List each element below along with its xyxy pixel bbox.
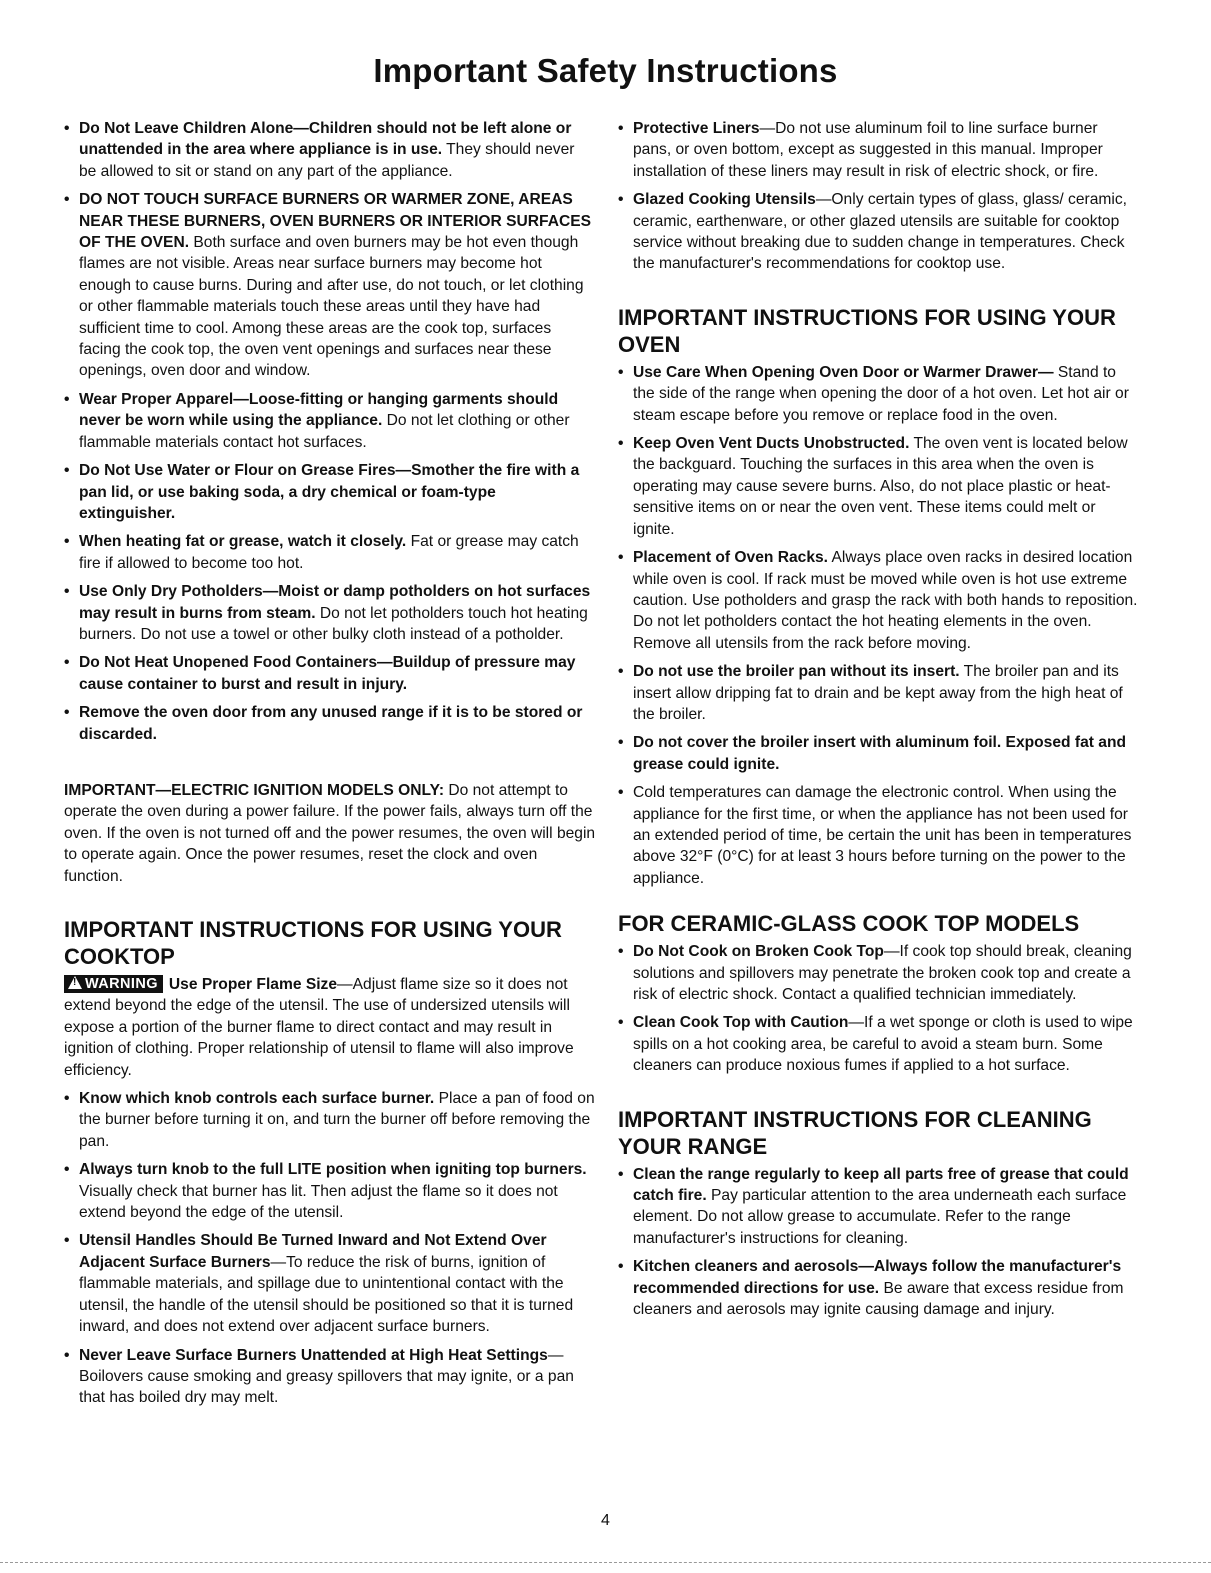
list-item	[64, 531, 596, 574]
ceramic-heading: FOR CERAMIC-GLASS COOK TOP MODELS	[618, 911, 1080, 937]
bullet-icon: •	[618, 1258, 624, 1276]
item-lead: Glazed Cooking Utensils	[633, 191, 816, 209]
item-text: Be aware that excess residue from cleaners and aerosols may ignite causing damage and injury.	[633, 1279, 1124, 1319]
spacer	[618, 1084, 1138, 1106]
list-item	[618, 782, 1138, 889]
list-item	[64, 652, 596, 695]
item-text: —Do not use aluminum foil to line surface burner pans, or oven bottom, except as suggested in this manual. Improper installation of these liners may result in risk of electric shock, or fire.	[633, 120, 1103, 180]
item-lead: When heating fat or grease, watch it closely.	[79, 533, 407, 551]
warning-text: —Adjust flame size so it does not extend beyond the edge of the utensil. The use of undersized utensils will expose a portion of the burner flame to direct contact and may result in ignition of clothing. Proper relationship of utensil to flame will also improve efficiency.	[64, 976, 574, 1079]
bullet-icon: •	[64, 704, 70, 722]
bullet-icon: •	[64, 1346, 70, 1364]
bullet-icon: •	[618, 435, 624, 453]
bullet-icon: •	[618, 784, 624, 802]
right-column	[618, 118, 1138, 1327]
list-item	[618, 1164, 1138, 1250]
note-text: Do not attempt to operate the oven during a power failure. If the power fails, always turn off the oven. If the oven is not turned off and the power resumes, the oven will begin to operate again. Once the power resumes, reset the clock and oven function.	[64, 781, 596, 885]
bottom-divider	[0, 1562, 1211, 1563]
item-lead: Do not cover the broiler insert with aluminum foil. Exposed fat and grease could ignite.	[633, 734, 1126, 773]
item-lead: Do Not Cook on Broken Cook Top	[633, 943, 884, 961]
list-item	[618, 118, 1138, 182]
item-lead: Use Care When Opening Oven Door or Warmer Drawer—	[633, 363, 1054, 381]
item-text: Both surface and oven burners may be hot even though flames are not visible. Areas near surface burners may become hot enough to cause burns. During and after use, do not touch, or let clothing or other flammable materials touch these areas until they have had sufficient time to cool. Among these areas are the cook top, surfaces facing the cook top, the oven vent openings and surfaces near these openings, oven door and window.	[79, 234, 584, 380]
list-item	[618, 1256, 1138, 1320]
list-item	[618, 189, 1138, 275]
item-lead: Do Not Leave Children Alone—Children should not be left alone or unattended in the area where appliance is in use.	[79, 120, 572, 159]
bullet-icon: •	[64, 390, 70, 408]
list-item	[618, 433, 1138, 540]
item-text: Cold temperatures can damage the electronic control. When using the appliance for the first time, or when the appliance has not been used for an extended period of time, be certain the unit has been in temperatures above 32°F (0°C) for at least 3 hours before turning on the power to the appliance.	[633, 784, 1132, 887]
item-text: The oven vent is located below the backguard. Touching the surfaces in this area when the oven is operating may cause severe burns. Also, do not place plastic or heat-sensitive items on or near the oven vent. These items could melt or ignite.	[633, 435, 1128, 538]
oven-heading: IMPORTANT INSTRUCTIONS FOR USING YOUR OVEN	[618, 304, 1116, 357]
bullet-icon: •	[64, 120, 70, 137]
bullet-icon: •	[64, 191, 70, 209]
list-item	[618, 547, 1138, 654]
item-lead: Kitchen cleaners and aerosols—Always follow the manufacturer's recommended directions for use.	[633, 1258, 1122, 1297]
spacer	[618, 282, 1138, 304]
item-lead: Protective Liners	[633, 120, 760, 137]
bullet-icon: •	[618, 549, 624, 567]
item-text: Always place oven racks in desired location while oven is cool. If rack must be moved while oven is hot use extreme caution. Use potholders and grasp the rack with both hands to reposition. Do not let potholders contact the hot heating elements in the oven. Remove all utensils from the rack before moving.	[633, 549, 1138, 652]
cooktop-heading: IMPORTANT INSTRUCTIONS FOR USING YOUR COOKTOP	[64, 917, 562, 969]
item-lead: Utensil Handles Should Be Turned Inward and Not Extend Over Adjacent Surface Burners	[79, 1232, 547, 1271]
item-text: —If cook top should break, cleaning solutions and spillovers may penetrate the broken cook top and create a risk of electric shock. Contact a qualified technician immediately.	[633, 943, 1132, 1003]
bullet-icon: •	[618, 663, 624, 681]
list-item	[618, 941, 1138, 1005]
bullet-icon: •	[64, 462, 70, 480]
item-text: Do not let clothing or other flammable materials contact hot surfaces.	[79, 412, 570, 451]
bullet-icon: •	[618, 191, 624, 209]
warning-triangle-icon	[68, 976, 82, 989]
item-text: —If a wet sponge or cloth is used to wipe spills on a hot cooking area, be careful to avoid a steam burn. Some cleaners can produce noxious fumes if applied to a hot surface.	[633, 1014, 1133, 1075]
warning-lead: Use Proper Flame Size	[168, 976, 338, 993]
list-item	[64, 1345, 596, 1409]
item-text: They should never be allowed to sit or stand on any part of the appliance.	[79, 141, 575, 180]
item-lead: Do Not Heat Unopened Food Containers—Buildup of pressure may cause container to burst and result in injury.	[79, 654, 576, 693]
bullet-icon: •	[618, 363, 624, 381]
item-text: Do not let potholders touch hot heating burners. Do not use a towel or other bulky cloth instead of a potholder.	[79, 604, 588, 643]
electric-ignition-note	[64, 780, 596, 887]
item-text: Stand to the side of the range when opening the door of a hot oven. Let hot air or steam escape before you remove or replace food in the oven.	[633, 363, 1129, 424]
item-lead: Do not use the broiler pan without its insert.	[633, 663, 960, 681]
warning-badge-label: WARNING	[85, 976, 158, 992]
bullet-icon: •	[64, 654, 70, 672]
page-number: 4	[601, 1512, 610, 1529]
list-item	[64, 581, 596, 645]
bullet-icon: •	[618, 734, 624, 752]
bullet-icon: •	[618, 1014, 624, 1032]
cleaning-heading: IMPORTANT INSTRUCTIONS FOR CLEANING YOUR RANGE	[618, 1106, 1092, 1159]
list-item	[64, 460, 596, 524]
warning-badge	[64, 975, 163, 993]
page-title: Important Safety Instructions	[373, 52, 838, 89]
item-text: Fat or grease may catch fire if allowed to become too hot.	[79, 533, 579, 572]
item-lead: Wear Proper Apparel—Loose-fitting or hanging garments should never be worn while using the appliance.	[79, 390, 559, 430]
item-lead: Keep Oven Vent Ducts Unobstructed.	[633, 435, 910, 453]
item-text: Place a pan of food on the burner before turning it on, and turn the burner off before removing the pan.	[79, 1090, 595, 1150]
item-lead: Do Not Use Water or Flour on Grease Fires—Smother the fire with a pan lid, or use baking soda, a dry chemical or foam-type extinguisher.	[79, 462, 580, 522]
spacer	[618, 896, 1138, 910]
bullet-icon: •	[618, 1165, 624, 1183]
item-lead: Use Only Dry Potholders—Moist or damp potholders on hot surfaces may result in burns from steam.	[79, 583, 591, 622]
item-text: —To reduce the risk of burns, ignition of flammable materials, and spillage due to unintentional contact with the utensil, the handle of the utensil should be positioned so that it is turned inward, and does not extend over adjacent surface burners.	[79, 1253, 574, 1336]
item-text: The broiler pan and its insert allow dripping fat to drain and be kept away from the high heat of the broiler.	[633, 663, 1123, 723]
item-lead: DO NOT TOUCH SURFACE BURNERS OR WARMER ZONE, AREAS NEAR THESE BURNERS, OVEN BURNERS OR INTERIOR SURFACES OF THE OVEN.	[79, 191, 592, 252]
list-item	[64, 118, 596, 182]
list-item	[64, 1230, 596, 1337]
list-item	[64, 702, 596, 745]
bullet-icon: •	[618, 943, 624, 961]
bullet-icon: •	[64, 1090, 70, 1108]
list-item	[64, 389, 596, 453]
list-item	[64, 1088, 596, 1152]
item-lead: Know which knob controls each surface burner.	[79, 1090, 435, 1108]
item-lead: Always turn knob to the full LITE position when igniting top burners.	[79, 1161, 587, 1179]
item-text: —Only certain types of glass, glass/ ceramic, ceramic, earthenware, or other glazed utensils are suitable for cooktop service without breaking due to sudden change in temperatures. Check the manufacturer's recommendations for cooktop use.	[633, 191, 1127, 273]
item-text: —Boilovers cause smoking and greasy spillovers that may ignite, or a pan that has boiled dry may melt.	[79, 1346, 574, 1407]
spacer	[64, 752, 596, 780]
left-column	[64, 118, 596, 1416]
item-lead: Remove the oven door from any unused range if it is to be stored or discarded.	[79, 704, 583, 743]
bullet-icon: •	[618, 120, 624, 137]
list-item	[618, 1012, 1138, 1076]
item-lead: Clean Cook Top with Caution	[633, 1014, 849, 1032]
bullet-icon: •	[64, 1161, 70, 1179]
list-item	[64, 189, 596, 382]
bullet-icon: •	[64, 583, 70, 601]
spacer	[64, 894, 596, 916]
bullet-icon: •	[64, 533, 70, 551]
item-text: Visually check that burner has lit. Then adjust the flame so it does not extend beyond the edge of the utensil.	[79, 1182, 558, 1222]
warning-paragraph	[64, 974, 596, 1081]
note-lead: IMPORTANT—ELECTRIC IGNITION MODELS ONLY:	[64, 781, 445, 799]
list-item	[618, 661, 1138, 725]
list-item	[618, 732, 1138, 775]
list-item	[618, 362, 1138, 426]
bullet-icon: •	[64, 1232, 70, 1250]
item-lead: Placement of Oven Racks.	[633, 549, 829, 567]
item-lead: Never Leave Surface Burners Unattended at High Heat Settings	[79, 1346, 548, 1364]
item-text: Pay particular attention to the area underneath each surface element. Do not allow grease to accumulate. Refer to the range manufacturer's instructions for cleaning.	[633, 1187, 1127, 1247]
list-item	[64, 1159, 596, 1223]
item-lead: Clean the range regularly to keep all parts free of grease that could catch fire.	[633, 1165, 1129, 1205]
